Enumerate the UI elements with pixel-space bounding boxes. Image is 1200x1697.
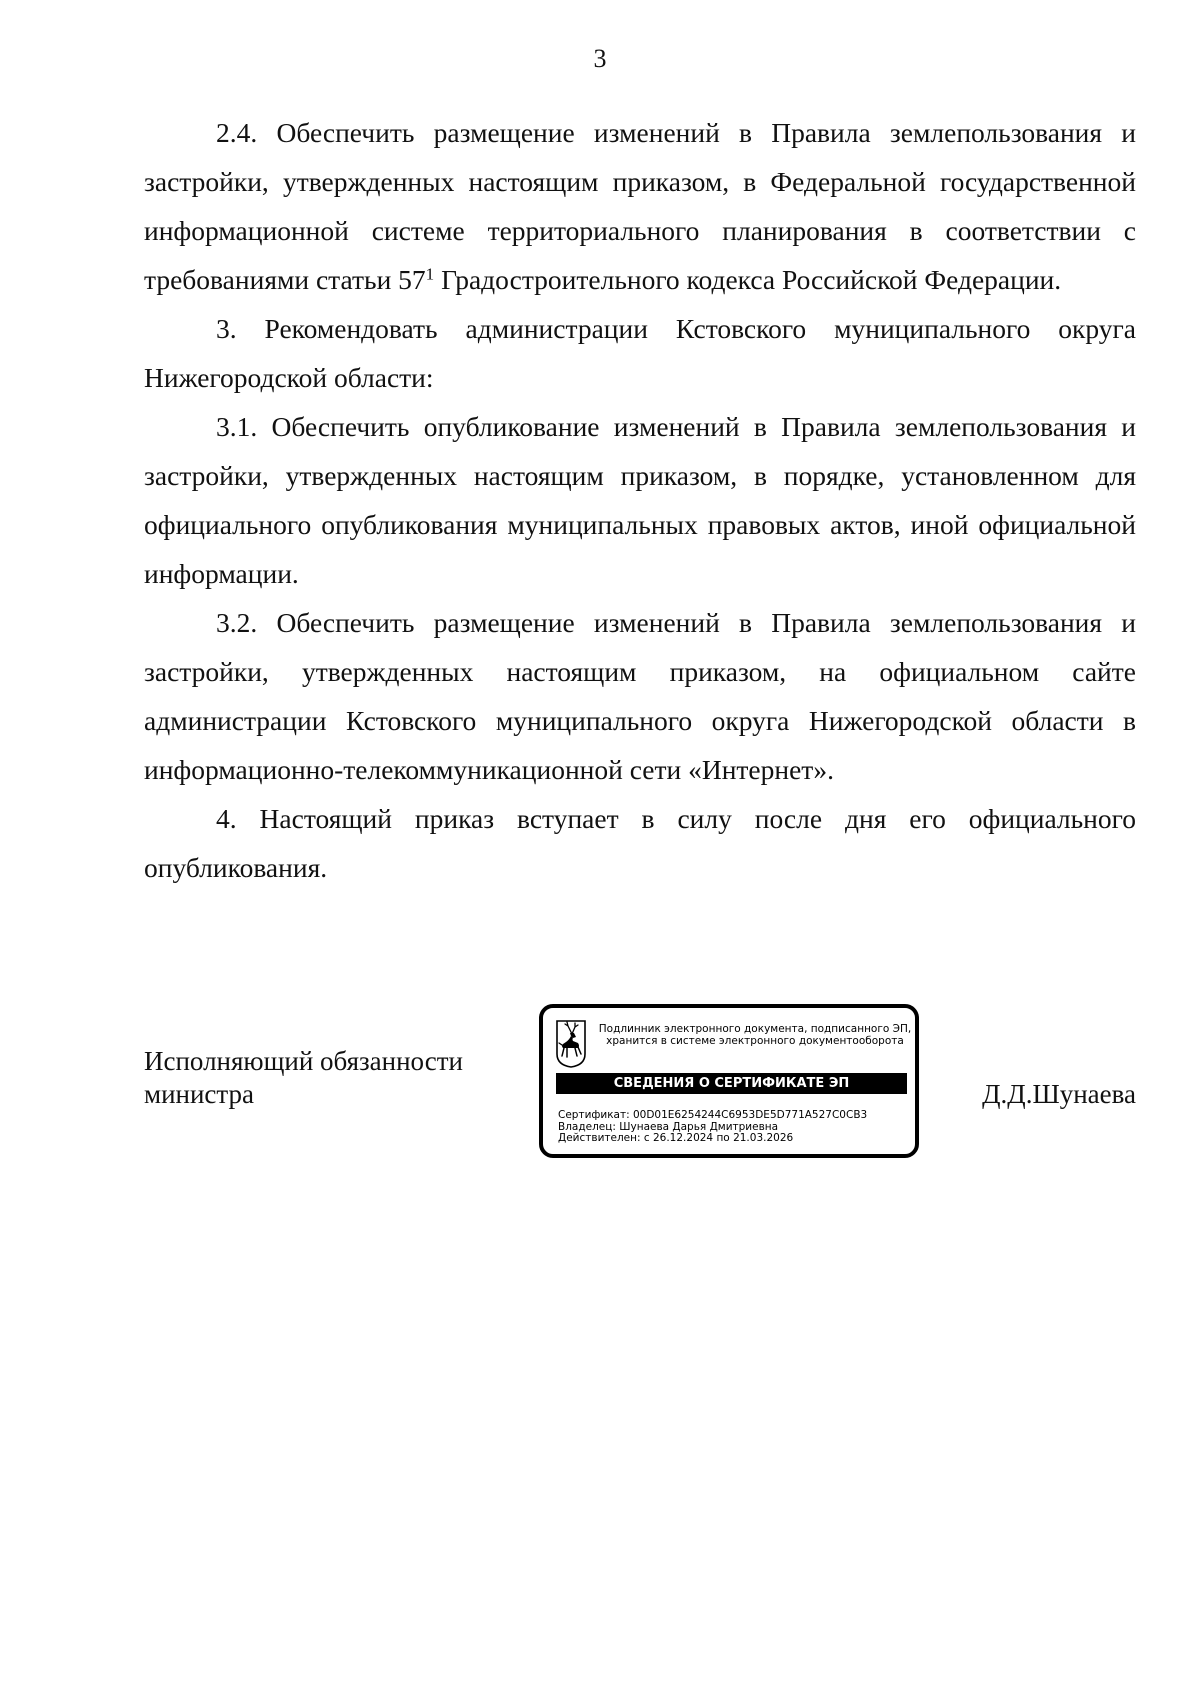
- stamp-details: [558, 1110, 867, 1145]
- stamp-certificate: Сертификат: 00D01E6254244C6953DE5D771A527C0CB3: [558, 1109, 868, 1121]
- stamp-header-line2: хранится в системе электронного документооборота: [606, 1035, 904, 1047]
- signer-name: Д.Д.Шунаева: [982, 1079, 1136, 1109]
- stamp-validity: Действителен: с 26.12.2024 по 21.03.2026: [558, 1132, 794, 1144]
- stamp-title-bar: СВЕДЕНИЯ О СЕРТИФИКАТЕ ЭП: [556, 1073, 907, 1094]
- stamp-owner: Владелец: Шунаева Дарья Дмитриевна: [558, 1120, 779, 1133]
- paragraph-2-4: [144, 108, 1136, 304]
- stamp-header: [595, 1023, 915, 1047]
- signer-position: [144, 1045, 463, 1111]
- paragraph-4: 4. Настоящий приказ вступает в силу после дня его официального опубликования.: [144, 803, 1136, 883]
- paragraph-3-2: 3.2. Обеспечить размещение изменений в Правила землепользования и застройки, утвержденных настоящим приказом, на официальном сайте администрации Кстовского муниципального округа Нижегородской области в информационно-телекоммуникационной сети «Интернет».: [144, 607, 1136, 785]
- document-body: [144, 108, 1136, 892]
- paragraph-2-4-text: 2.4. Обеспечить размещение изменений в Правила землепользования и застройки, утвержденных настоящим приказом, в Федеральной государственной информационной системе территориального планирования в соответствии с требованиями статьи 57: [144, 117, 1136, 295]
- paragraph-3: 3. Рекомендовать администрации Кстовского муниципального округа Нижегородской области:: [144, 313, 1136, 393]
- signer-position-line2: министра: [144, 1079, 255, 1109]
- page-number: 3: [593, 44, 607, 73]
- deer-emblem-icon: [556, 1020, 586, 1068]
- electronic-signature-stamp: [539, 1004, 919, 1158]
- signer-position-line1: Исполняющий обязанности: [144, 1046, 463, 1076]
- stamp-header-line1: Подлинник электронного документа, подписанного ЭП,: [598, 1023, 912, 1035]
- superscript-1: 1: [425, 264, 435, 284]
- paragraph-3-1: 3.1. Обеспечить опубликование изменений в Правила землепользования и застройки, утвержденных настоящим приказом, в порядке, установленном для официального опубликования муниципальных правовых актов, иной официальной информации.: [144, 411, 1136, 589]
- paragraph-2-4-tail: Градостроительного кодекса Российской Федерации.: [434, 264, 1062, 295]
